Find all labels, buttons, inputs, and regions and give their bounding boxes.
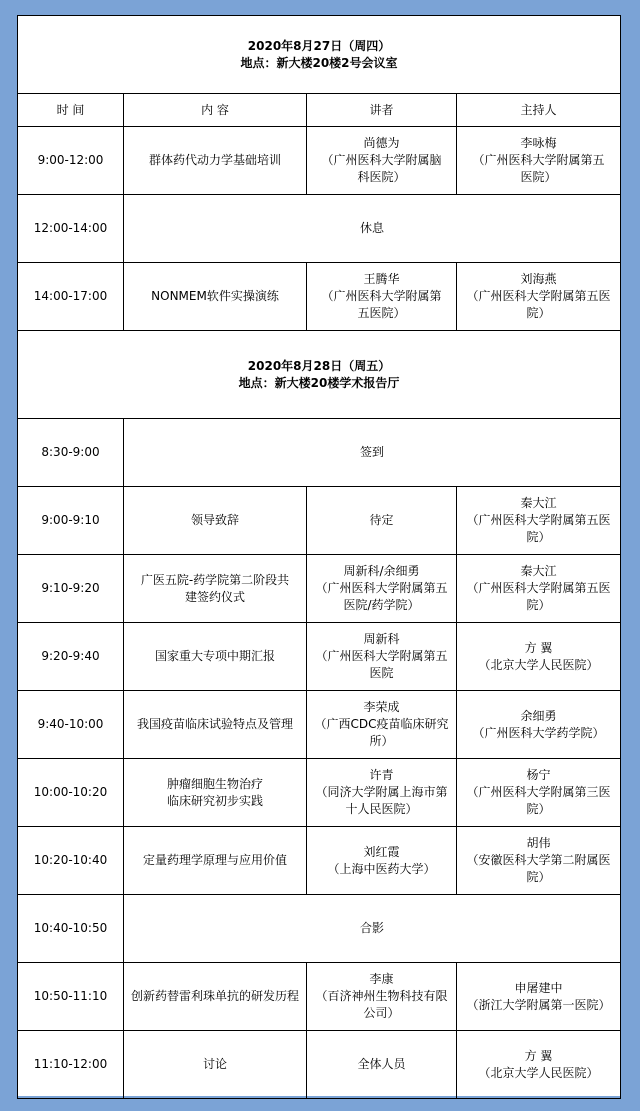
speaker-line: 刘红霞 bbox=[363, 844, 400, 859]
speaker-cell bbox=[307, 827, 457, 895]
host-cell bbox=[457, 623, 621, 691]
host-cell bbox=[457, 127, 621, 195]
content-line: 定量药理学原理与应用价值 bbox=[142, 853, 287, 867]
speaker-cell bbox=[307, 623, 457, 691]
content-cell bbox=[124, 487, 307, 555]
speaker-line: （广州医科大学附属第 bbox=[321, 289, 442, 303]
table-row bbox=[18, 419, 621, 487]
time-cell: 9:00-12:00 bbox=[18, 127, 124, 195]
host-line: （广州医科大学附属第三医 bbox=[466, 785, 611, 799]
speaker-line: （上海中医药大学） bbox=[327, 861, 436, 876]
host-line: 申屠建中 bbox=[514, 980, 563, 995]
table-row bbox=[18, 759, 621, 827]
content-cell bbox=[124, 1031, 307, 1099]
speaker-line: 李康 bbox=[369, 972, 394, 986]
host-line: （广州医科大学附属第五 bbox=[472, 153, 605, 167]
content-cell: 群体药代动力学基础培训 bbox=[124, 127, 307, 195]
day2-location: 地点：新大楼20楼学术报告厅 bbox=[238, 375, 400, 390]
speaker-line: 所） bbox=[369, 734, 394, 748]
host-line: 院） bbox=[526, 598, 551, 612]
host-line: 院） bbox=[526, 306, 551, 320]
speaker-cell bbox=[307, 127, 457, 195]
content-cell bbox=[124, 827, 307, 895]
table-row bbox=[18, 895, 621, 963]
day2-rows bbox=[18, 419, 621, 1099]
speaker-line: 公司） bbox=[363, 1006, 400, 1020]
content-line: 肿瘤细胞生物治疗 bbox=[166, 776, 263, 791]
host-line: 秦大江 bbox=[520, 564, 557, 578]
content-line: 创新药替雷利珠单抗的研发历程 bbox=[130, 989, 299, 1003]
day1-date: 2020年8月27日（周四） bbox=[247, 38, 391, 53]
content-line: 我国疫苗临床试验特点及管理 bbox=[136, 717, 293, 731]
speaker-line: （广州医科大学附属脑 bbox=[321, 153, 442, 167]
content-cell bbox=[124, 623, 307, 691]
time-cell: 9:20-9:40 bbox=[18, 623, 124, 691]
speaker-cell bbox=[307, 555, 457, 623]
speaker-cell bbox=[307, 691, 457, 759]
day1-location: 地点：新大楼20楼2号会议室 bbox=[240, 55, 398, 70]
speaker-line: 十人民医院） bbox=[345, 802, 418, 816]
table-row bbox=[18, 195, 621, 263]
content-line: 领导致辞 bbox=[190, 513, 239, 527]
speaker-line: 许青 bbox=[369, 768, 394, 782]
col-header-speaker: 讲者 bbox=[307, 94, 457, 127]
host-cell bbox=[457, 759, 621, 827]
merged-cell: 合影 bbox=[124, 895, 621, 963]
time-cell: 10:20-10:40 bbox=[18, 827, 124, 895]
speaker-cell bbox=[307, 759, 457, 827]
speaker-line: 科医院） bbox=[357, 170, 406, 184]
host-line: （北京大学人民医院） bbox=[478, 657, 599, 672]
host-cell bbox=[457, 691, 621, 759]
time-cell: 14:00-17:00 bbox=[18, 263, 124, 331]
speaker-line: 五医院） bbox=[357, 306, 406, 320]
time-cell: 8:30-9:00 bbox=[18, 419, 124, 487]
host-line: （广州医科大学附属第五医 bbox=[466, 289, 611, 303]
column-header-row bbox=[18, 94, 621, 127]
speaker-line: 李荣成 bbox=[363, 700, 400, 714]
merged-cell: 签到 bbox=[124, 419, 621, 487]
time-cell: 9:00-9:10 bbox=[18, 487, 124, 555]
table-row bbox=[18, 963, 621, 1031]
content-cell bbox=[124, 691, 307, 759]
host-cell bbox=[457, 963, 621, 1031]
speaker-line: （广州医科大学附属第五 bbox=[315, 581, 448, 595]
host-line: （浙江大学附属第一医院） bbox=[466, 997, 611, 1012]
content-cell bbox=[124, 759, 307, 827]
table-row bbox=[18, 555, 621, 623]
host-line: （广州医科大学药学院） bbox=[472, 725, 605, 740]
speaker-line: （同济大学附属上海市第 bbox=[315, 785, 448, 799]
time-cell: 9:10-9:20 bbox=[18, 555, 124, 623]
time-cell: 11:10-12:00 bbox=[18, 1031, 124, 1099]
host-line: （北京大学人民医院） bbox=[478, 1065, 599, 1080]
speaker-line: 医院 bbox=[369, 666, 394, 680]
time-cell: 10:40-10:50 bbox=[18, 895, 124, 963]
host-line: （广州医科大学附属第五医 bbox=[466, 513, 611, 527]
host-line: 院） bbox=[526, 802, 551, 816]
speaker-line: 医院/药学院） bbox=[343, 598, 420, 612]
speaker-cell bbox=[307, 487, 457, 555]
host-line: 刘海燕 bbox=[520, 272, 557, 286]
content-line: 国家重大专项中期汇报 bbox=[154, 649, 275, 663]
table-row bbox=[18, 691, 621, 759]
speaker-line: 尚德为 bbox=[363, 136, 400, 150]
table-row bbox=[18, 1031, 621, 1099]
host-line: 秦大江 bbox=[520, 496, 557, 510]
host-line: 医院） bbox=[520, 170, 557, 184]
table-row bbox=[18, 487, 621, 555]
speaker-line: 周新科 bbox=[363, 632, 400, 646]
content-cell: NONMEM软件实操演练 bbox=[124, 263, 307, 331]
host-line: 李咏梅 bbox=[520, 136, 557, 150]
host-line: 余细勇 bbox=[520, 708, 557, 723]
host-line: 方 翼 bbox=[524, 1048, 553, 1063]
time-cell: 12:00-14:00 bbox=[18, 195, 124, 263]
speaker-cell bbox=[307, 263, 457, 331]
host-line: 院） bbox=[526, 870, 551, 884]
host-cell bbox=[457, 1031, 621, 1099]
host-line: （安徽医科大学第二附属医 bbox=[466, 853, 611, 867]
host-cell bbox=[457, 487, 621, 555]
day1-header-row bbox=[18, 16, 621, 94]
schedule-sheet bbox=[17, 15, 620, 1096]
speaker-cell bbox=[307, 1031, 457, 1099]
day2-header bbox=[18, 331, 621, 419]
day1-header bbox=[18, 16, 621, 94]
host-line: 胡伟 bbox=[526, 836, 551, 850]
speaker-line: （广州医科大学附属第五 bbox=[315, 649, 448, 663]
time-cell: 9:40-10:00 bbox=[18, 691, 124, 759]
time-cell: 10:00-10:20 bbox=[18, 759, 124, 827]
content-line: 广医五院-药学院第二阶段共 bbox=[140, 572, 290, 587]
speaker-line: 全体人员 bbox=[357, 1057, 406, 1071]
day2-date: 2020年8月28日（周五） bbox=[247, 358, 391, 373]
host-line: 院） bbox=[526, 530, 551, 544]
table-row bbox=[18, 127, 621, 195]
content-line: 建签约仪式 bbox=[184, 589, 245, 604]
host-cell bbox=[457, 555, 621, 623]
speaker-line: 待定 bbox=[369, 513, 394, 527]
host-cell bbox=[457, 263, 621, 331]
day2-header-row bbox=[18, 331, 621, 419]
time-cell: 10:50-11:10 bbox=[18, 963, 124, 1031]
table-row bbox=[18, 623, 621, 691]
content-line: 临床研究初步实践 bbox=[166, 793, 263, 808]
col-header-time: 时 间 bbox=[18, 94, 124, 127]
host-line: 杨宁 bbox=[526, 768, 551, 782]
host-cell bbox=[457, 827, 621, 895]
speaker-line: 周新科/余细勇 bbox=[343, 564, 420, 578]
host-line: （广州医科大学附属第五医 bbox=[466, 581, 611, 595]
speaker-cell bbox=[307, 963, 457, 1031]
col-header-host: 主持人 bbox=[457, 94, 621, 127]
merged-cell: 休息 bbox=[124, 195, 621, 263]
table-row bbox=[18, 827, 621, 895]
content-cell bbox=[124, 555, 307, 623]
speaker-line: （广西CDC疫苗临床研究 bbox=[314, 717, 449, 731]
col-header-content: 内 容 bbox=[124, 94, 307, 127]
speaker-line: （百济神州生物科技有限 bbox=[315, 989, 448, 1003]
content-cell bbox=[124, 963, 307, 1031]
table-row bbox=[18, 263, 621, 331]
speaker-line: 王腾华 bbox=[363, 272, 400, 286]
content-line: 讨论 bbox=[202, 1057, 227, 1071]
host-line: 方 翼 bbox=[524, 640, 553, 655]
schedule-table bbox=[17, 15, 621, 1099]
